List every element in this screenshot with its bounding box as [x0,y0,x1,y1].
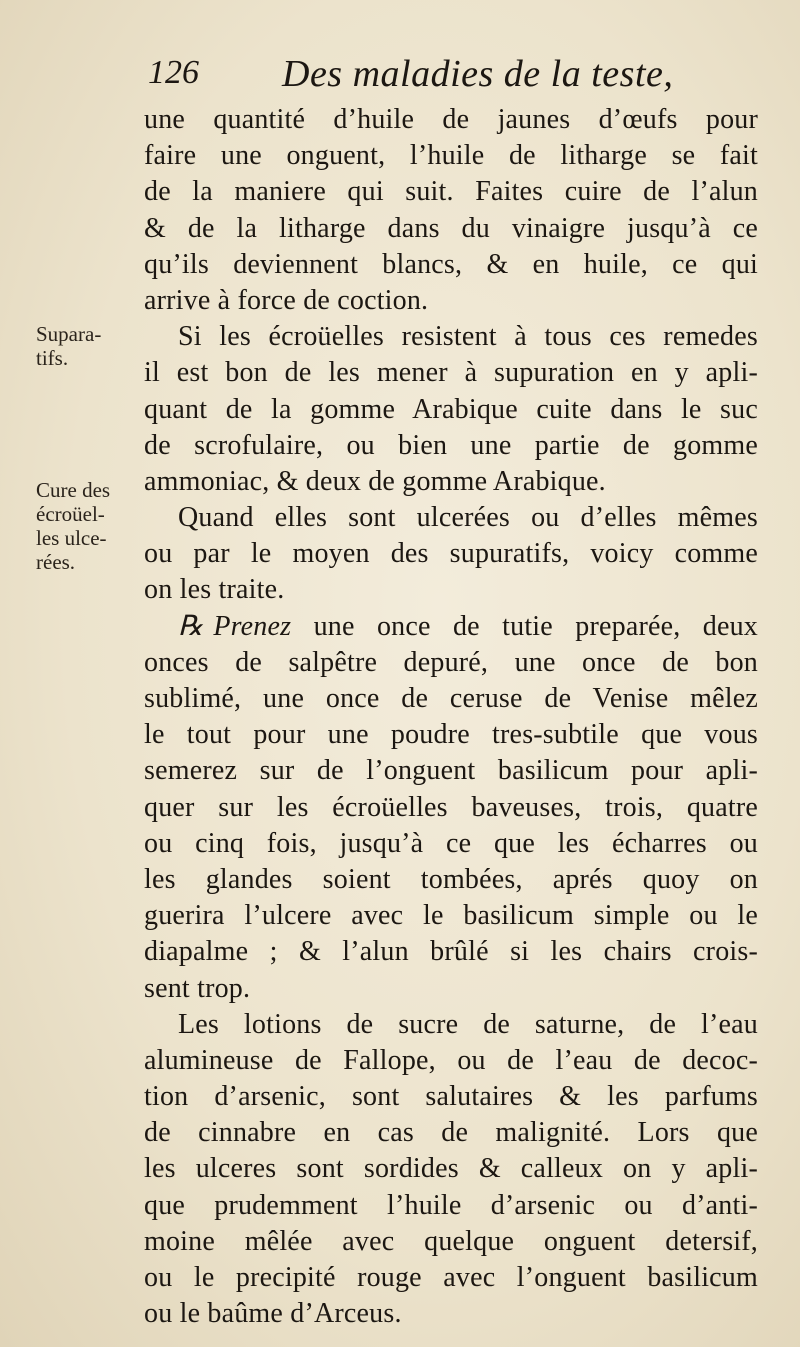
text-line: on les traite. [144,574,285,606]
text-line: guerira l’ulcere avec le basilicum simple ou le [144,900,758,932]
text-line: ou le baûme d’Arceus. [144,1298,402,1330]
text-line: quant de la gomme Arabique cuite dans le suc [144,393,758,425]
text-line: que prudemment l’huile d’arsenic ou d’anti- [144,1189,758,1221]
text-line-content: une once de tutie preparée, deux [313,610,758,642]
recipe-symbol: ℞ [178,610,204,642]
text-line: qu’ils deviennent blancs, & en huile, ce qui [144,248,758,280]
text-line: Les lotions de sucre de saturne, de l’eau [178,1008,758,1040]
text-line: ammoniac, & deux de gomme Arabique. [144,465,606,497]
text-line: ou le precipité rouge avec l’onguent basilicum [144,1262,758,1293]
text-line: semerez sur de l’onguent basilicum pour apli- [144,755,758,787]
page-header [140,52,760,102]
margin-note-line: Cure des [36,478,111,502]
text-line: de scrofulaire, ou bien une partie de gomme [144,429,758,461]
page-number: 126 [148,54,199,91]
text-line: moine mêlée avec quelque onguent detersif, [144,1225,758,1257]
text-line: de la maniere qui suit. Faites cuire de l’alun [144,176,758,208]
running-title: Des maladies de la teste, [282,53,674,95]
text-line: faire une onguent, l’huile de litharge se fait [144,140,758,172]
text-line: alumineuse de Fallope, ou de l’eau de decoc- [144,1044,758,1076]
text-line: sublimé, une once de ceruse de Venise mêlez [144,683,758,714]
text-line: les glandes soient tombées, aprés quoy on [144,863,758,895]
body-text [144,102,758,1332]
text-line: diapalme ; & l’alun brûlé si les chairs crois- [144,936,758,968]
text-line: il est bon de les mener à supuration en y apli- [144,357,758,389]
text-line: le tout pour une poudre tres-subtile que vous [144,719,758,751]
text-line: de cinnabre en cas de malignité. Lors que [144,1117,758,1149]
text-line: ou cinq fois, jusqu’à ce que les écharres ou [144,827,758,859]
margin-note-cure [36,478,136,574]
margin-note-line: écroüel- [36,502,105,526]
margin-note-line: Supara- [36,322,102,346]
margin-note-line: les ulce- [36,526,107,550]
text-line: les ulceres sont sordides & calleux on y apli- [144,1153,758,1185]
text-line: une quantité d’huile de jaunes d’œufs pour [144,104,758,135]
text-line: sent trop. [144,972,251,1004]
margin-note-line: rées. [36,550,76,574]
text-line: ou par le moyen des supuratifs, voicy comme [144,538,758,570]
text-line: onces de salpêtre depuré, une once de bon [144,646,758,678]
margin-note-suparatifs [36,322,136,370]
text-line: Quand elles sont ulcerées ou d’elles mêmes [178,502,758,534]
text-line: & de la litharge dans du vinaigre jusqu’à ce [144,212,758,244]
text-line: Si les écroüelles resistent à tous ces remedes [178,321,758,353]
text-line: arrive à force de coction. [144,284,429,316]
recipe-line [144,609,758,645]
margin-note-line: tifs. [36,346,69,370]
text-line: quer sur les écroüelles baveuses, trois, quatre [144,791,758,823]
text-line: tion d’arsenic, sont salutaires & les parfums [144,1081,758,1113]
recipe-word: Prenez [213,610,292,642]
